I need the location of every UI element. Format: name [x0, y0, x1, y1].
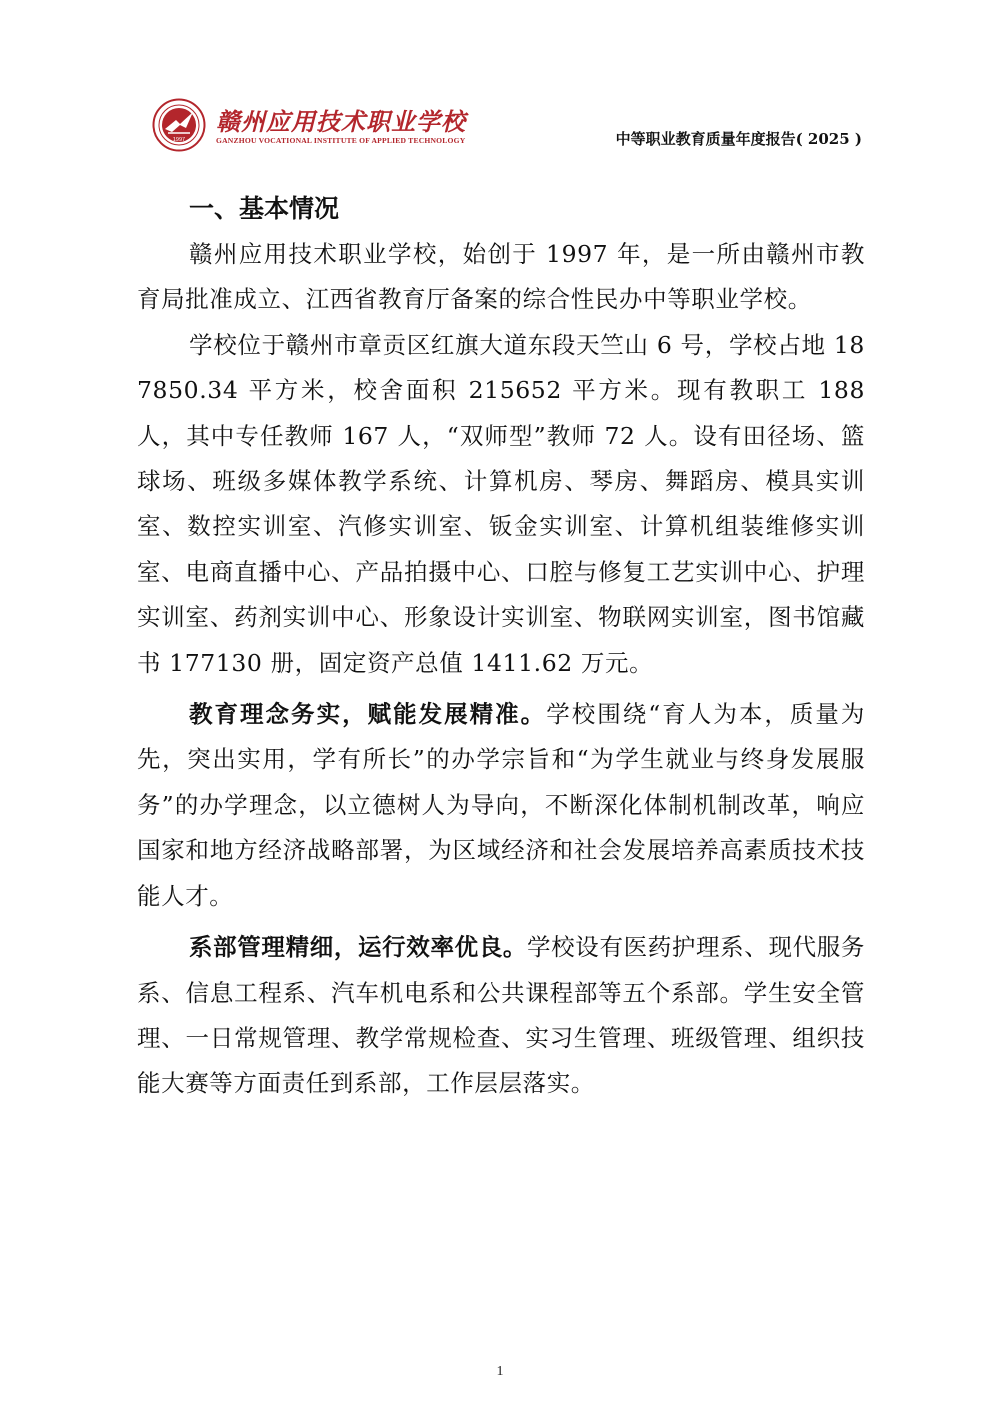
- paragraph: [137, 925, 865, 1107]
- paragraph-text: 学校围绕“育人为本，质量为先，突出实用，学有所长”的办学宗旨和“为学生就业与终身发展服务”的办学理念，以立德树人为导向，不断深化体制机制改革，响应国家和地方经济战略部署，为区域经济和社会发展培养高素质技术技能人才。: [137, 700, 865, 910]
- school-emblem-icon: [152, 98, 206, 152]
- section-heading: 一、基本情况: [189, 194, 340, 223]
- school-name-en: GANZHOU VOCATIONAL INSTITUTE OF APPLIED TECHNOLOGY: [216, 136, 466, 145]
- paragraph-lead: 系部管理精细，运行效率优良。: [189, 933, 528, 962]
- paragraph: [137, 323, 865, 686]
- paragraph: [137, 692, 865, 919]
- paragraph-text: 学校设有医药护理系、现代服务系、信息工程系、汽车机电系和公共课程部等五个系部。学生安全管理、一日常规管理、教学常规检查、实习生管理、班级管理、组织技能大赛等方面责任到系部，工作层层落实。: [137, 933, 865, 1098]
- main-content: [137, 186, 865, 1107]
- paragraph-text: 赣州应用技术职业学校，始创于 1997 年，是一所由赣州市教育局批准成立、江西省教育厅备案的综合性民办中等职业学校。: [137, 240, 865, 314]
- svg-text:1997: 1997: [172, 137, 186, 143]
- school-name-cn: 赣州应用技术职业学校: [216, 107, 466, 136]
- page-header: [152, 98, 862, 154]
- page-number: 1: [496, 1364, 504, 1379]
- paragraph-lead: 教育理念务实，赋能发展精准。: [189, 700, 547, 729]
- paragraph-text: 学校位于赣州市章贡区红旗大道东段天竺山 6 号，学校占地 187850.34 平方米，校舍面积 215652 平方米。现有教职工 188 人，其中专任教师 167 人，“双师型”教师 72 人。设有田径场、篮球场、班级多媒体教学系统、计算机房、琴房、舞蹈房、模具实训室、数控实训室、汽修实训室、钣金实训室、计算机组装维修实训室、电商直播中心、产品拍摄中心、口腔与修复工艺实训中心、护理实训室、药剂实训中心、形象设计实训室、物联网实训室，图书馆藏书 177130 册，固定资产总值 1411.62 万元。: [137, 330, 865, 677]
- report-title: 中等职业教育质量年度报告( 2025 ): [615, 130, 862, 148]
- paragraph: [137, 232, 865, 323]
